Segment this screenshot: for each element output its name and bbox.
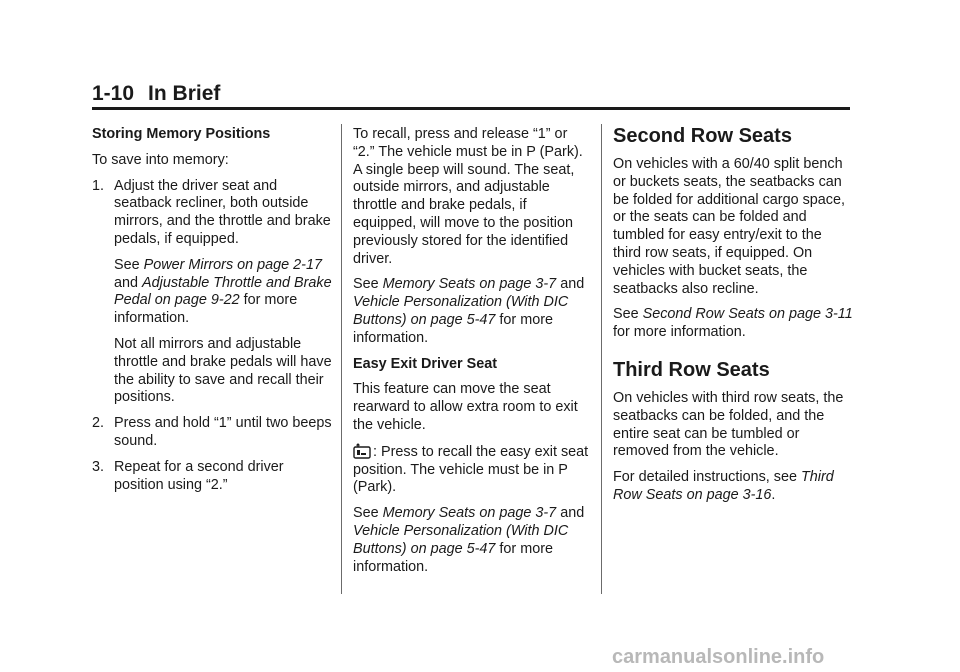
- reference-link: Vehicle Personalization (With DIC Buttons) on page 5-47: [353, 294, 569, 328]
- third-row-paragraph: On vehicles with third row seats, the seatbacks can be folded, and the entire seat can be tumbled or removed from the vehicle.: [613, 389, 844, 460]
- list-item: [92, 459, 332, 495]
- easy-exit-key-text: : Press to recall the easy exit seat position. The vehicle must be in P (Park).: [353, 443, 589, 496]
- easy-exit-heading: Easy Exit Driver Seat: [353, 355, 497, 372]
- save-intro: To save into memory:: [92, 151, 229, 168]
- note-paragraph: Not all mirrors and adjustable throttle and brake pedals will have the ability to save and recall their positions.: [114, 335, 332, 406]
- watermark: carmanualsonline.info: [612, 646, 825, 668]
- see-also-paragraph: [613, 469, 853, 505]
- storing-memory-heading: Storing Memory Positions: [92, 126, 271, 142]
- third-row-heading: Third Row Seats: [613, 358, 770, 381]
- header-rule: [92, 107, 850, 110]
- see-post: for more information.: [114, 292, 298, 327]
- reference-link: Vehicle Personalization (With DIC Buttons) on page 5-47: [353, 522, 569, 557]
- page-number: 1-10: [92, 82, 135, 105]
- step-number: 1.: [92, 177, 105, 194]
- column-1: [92, 126, 332, 502]
- see-post: for more information.: [613, 324, 746, 341]
- second-row-paragraph: On vehicles with a 60/40 split bench or buckets seats, the seatbacks can be folded for additional cargo space, or the seats can be folded and tumbled for easy entry/exit to the third row seats, if equipped. On vehicles with bucket seats, the seatbacks also recline.: [613, 156, 846, 297]
- reference-link: Memory Seats on page 3-7: [382, 276, 557, 293]
- see-also-paragraph: [613, 306, 853, 342]
- see-mid: and: [556, 505, 585, 522]
- reference-link: Second Row Seats on page 3-11: [642, 306, 853, 323]
- step-text: Adjust the driver seat and seatback recliner, both outside mirrors, and the throttle and brake pedals, if equipped.: [114, 177, 331, 247]
- see-prefix: See: [613, 306, 643, 323]
- seat-exit-icon: [353, 443, 371, 459]
- step-number: 2.: [92, 415, 105, 432]
- see-prefix: For detailed instructions, see: [613, 469, 801, 486]
- easy-exit-paragraph: This feature can move the seat rearward to allow extra room to exit the vehicle.: [353, 381, 578, 433]
- see-prefix: See: [353, 276, 383, 293]
- column-divider-2: [601, 124, 602, 594]
- column-3: [613, 126, 853, 513]
- page-header: [92, 82, 850, 106]
- list-item: [92, 415, 332, 451]
- reference-link: Third Row Seats on page 3-16: [613, 469, 834, 503]
- easy-exit-key-paragraph: [353, 443, 589, 497]
- see-post: for more information.: [353, 311, 553, 346]
- list-item: [92, 178, 332, 249]
- see-mid: and: [556, 276, 585, 293]
- step-number: 3.: [92, 458, 105, 475]
- second-row-heading: Second Row Seats: [613, 125, 792, 147]
- step-text: Repeat for a second driver position using “2.”: [114, 458, 284, 493]
- column-divider-1: [341, 124, 342, 594]
- see-post: .: [771, 486, 776, 503]
- see-also-paragraph: [114, 257, 332, 328]
- recall-paragraph: To recall, press and release “1” or “2.” The vehicle must be in P (Park). A single beep will sound. The seat, outside mirrors, and adjustable throttle and brake pedals, if equipped, will move to the position previously stored for the identified driver.: [353, 126, 583, 267]
- see-prefix: See: [114, 256, 144, 273]
- reference-link: Memory Seats on page 3-7: [382, 505, 557, 522]
- see-prefix: See: [353, 505, 383, 522]
- page-title: In Brief: [148, 82, 221, 105]
- see-also-paragraph: [353, 276, 589, 347]
- step-text: Press and hold “1” until two beeps sound.: [114, 415, 332, 449]
- see-post: for more information.: [353, 540, 553, 575]
- see-also-paragraph: [353, 505, 589, 576]
- column-2: [353, 126, 589, 584]
- see-mid: and: [114, 274, 143, 291]
- reference-link: Power Mirrors on page 2-17: [143, 256, 322, 273]
- reference-link: Adjustable Throttle and Brake Pedal on page 9-22: [114, 274, 332, 309]
